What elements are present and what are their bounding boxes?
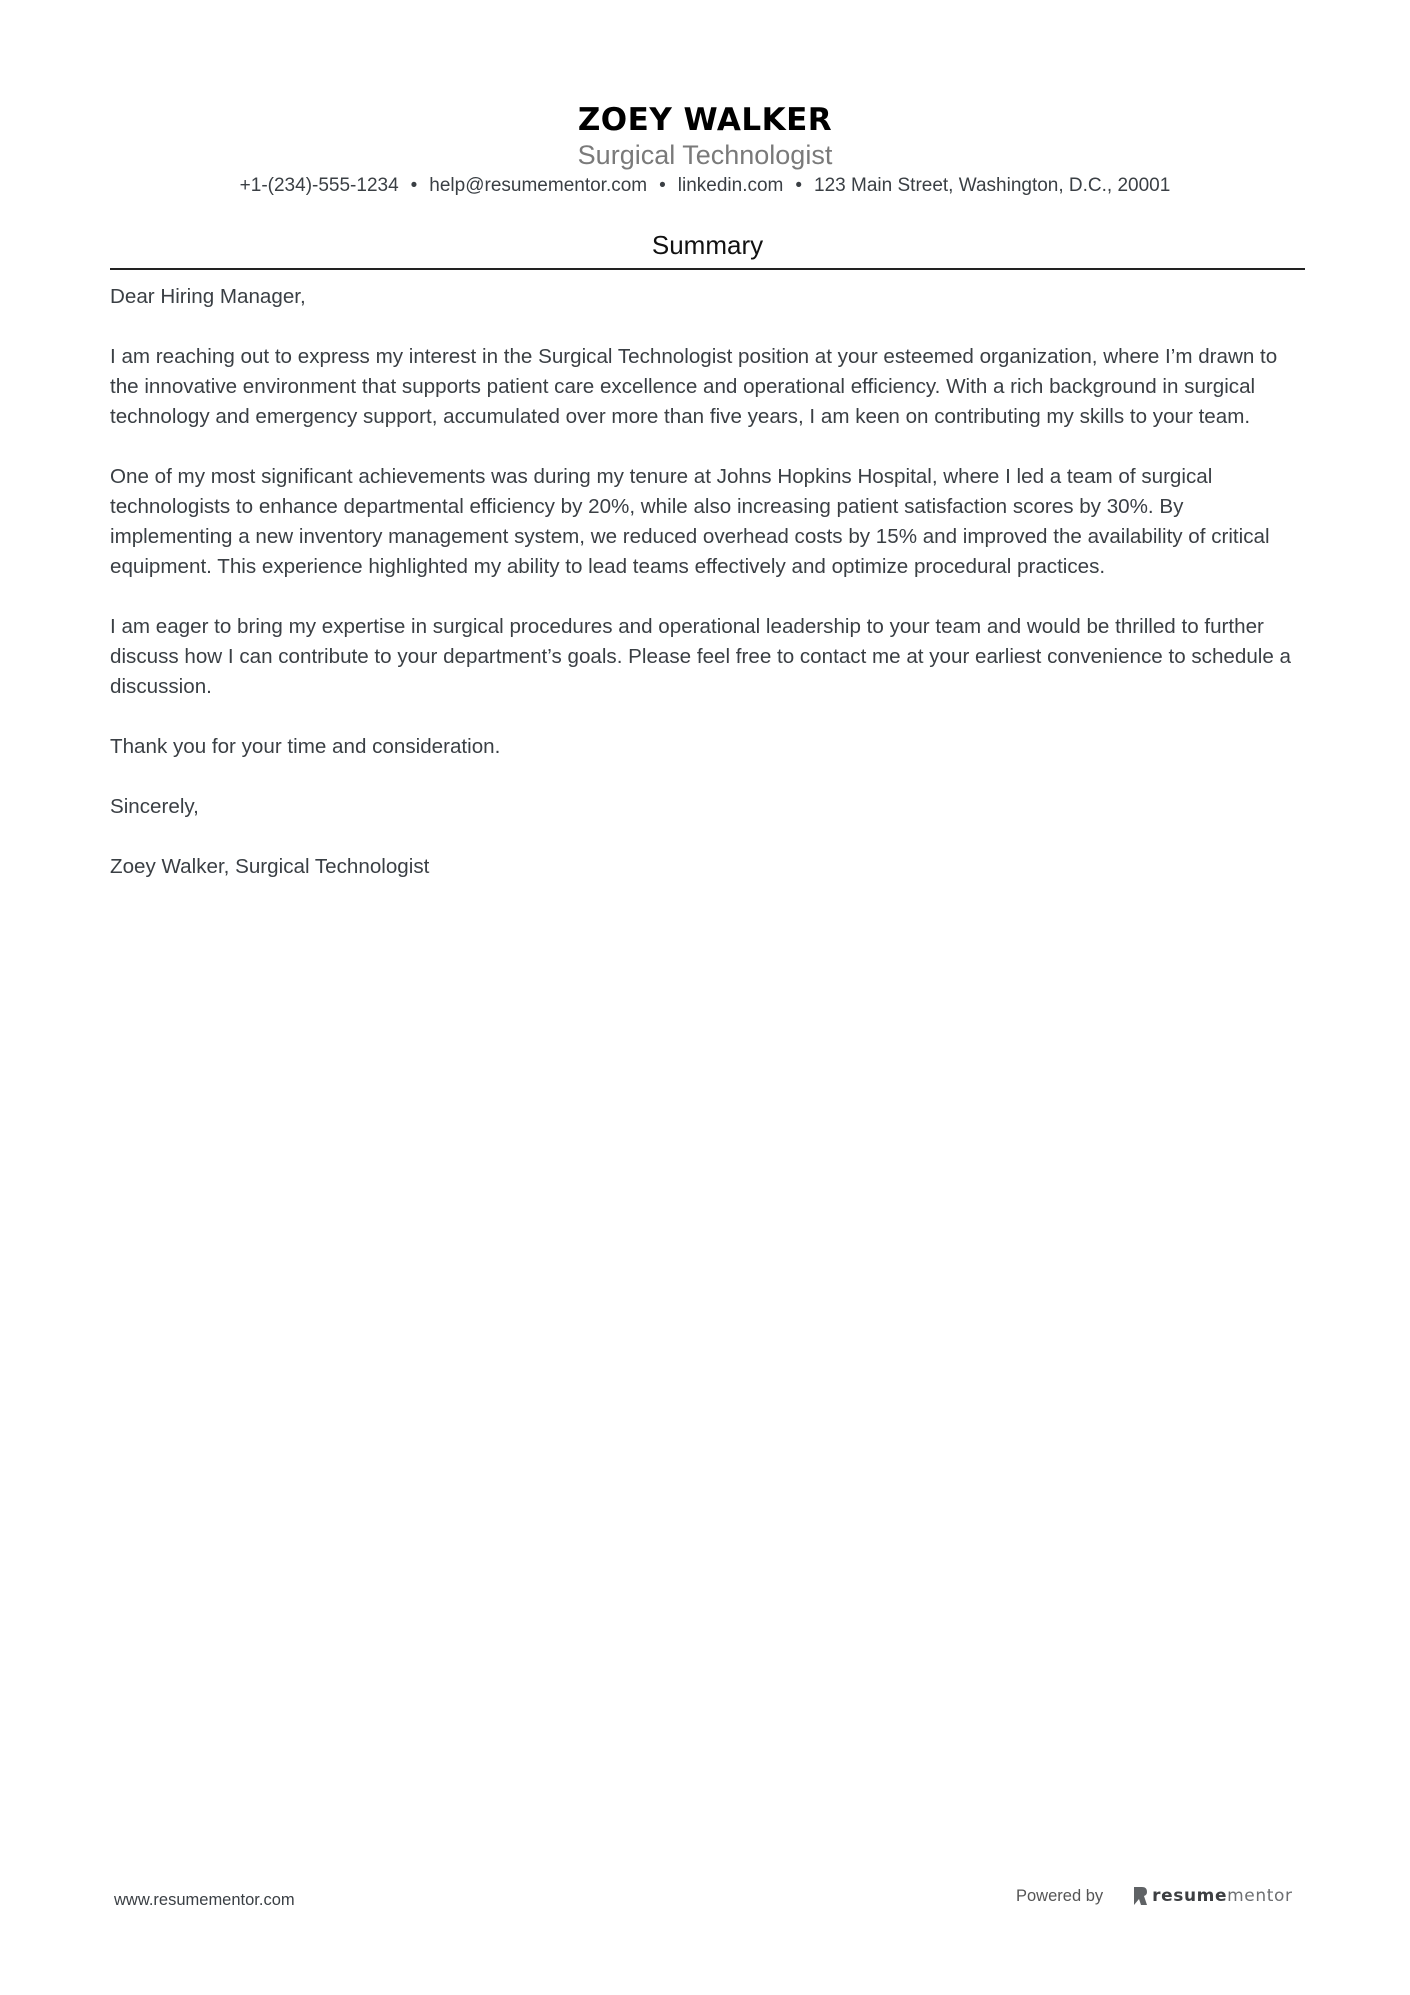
section-title-summary: Summary bbox=[651, 230, 764, 260]
resume-header bbox=[0, 100, 1410, 199]
section-divider bbox=[110, 268, 1305, 270]
separator-dot: • bbox=[410, 175, 418, 196]
signature: Zoey Walker, Surgical Technologist bbox=[110, 855, 430, 878]
letter-paragraph: I am eager to bring my expertise in surgical procedures and operational leadership to your team and would be thrilled to further discuss how I can contribute to your department’s goals. Please feel free to contact me at your earliest convenience to schedule a discussion. bbox=[110, 615, 1291, 698]
letter-paragraph: One of my most significant achievements was during my tenure at Johns Hopkins Hospital, where I led a team of surgical technologists to enhance departmental efficiency by 20%, while also increasing patient satisfaction scores by 30%. By implementing a new inventory management system, we reduced overhead costs by 15% and improved the availability of critical equipment. This experience highlighted my ability to lead teams effectively and optimize procedural practices. bbox=[110, 465, 1270, 578]
contact-phone: +1-(234)-555-1234 bbox=[239, 175, 399, 196]
thanks-line: Thank you for your time and consideration. bbox=[110, 735, 501, 758]
letter-paragraph: I am reaching out to express my interest in the Surgical Technologist position at your esteemed organization, where I’m drawn to the innovative environment that supports patient care excellence and operational efficiency. With a rich background in surgical technology and emergency support, accumulated over more than five years, I am keen on contributing my skills to your team. bbox=[110, 345, 1278, 428]
contact-email[interactable]: help@resumementor.com bbox=[429, 175, 648, 196]
footer-branding bbox=[1016, 1886, 1293, 1906]
salutation: Dear Hiring Manager, bbox=[110, 285, 306, 308]
resumementor-logo-icon bbox=[1133, 1886, 1148, 1906]
logo-text-light: mentor bbox=[1227, 1886, 1293, 1906]
closing: Sincerely, bbox=[110, 795, 199, 818]
contact-line bbox=[0, 173, 1410, 199]
contact-linkedin[interactable]: linkedin.com bbox=[677, 175, 784, 196]
logo-text-bold: resume bbox=[1152, 1886, 1228, 1906]
footer-website[interactable]: www.resumementor.com bbox=[114, 1891, 295, 1909]
candidate-name: ZOEY WALKER bbox=[577, 102, 833, 138]
candidate-title: Surgical Technologist bbox=[577, 140, 833, 170]
separator-dot: • bbox=[795, 175, 803, 196]
resumementor-logo[interactable] bbox=[1133, 1886, 1292, 1906]
powered-by-label: Powered by bbox=[1016, 1886, 1104, 1905]
letter-body bbox=[110, 282, 1310, 912]
separator-dot: • bbox=[659, 175, 666, 196]
contact-address: 123 Main Street, Washington, D.C., 20001 bbox=[814, 175, 1171, 196]
